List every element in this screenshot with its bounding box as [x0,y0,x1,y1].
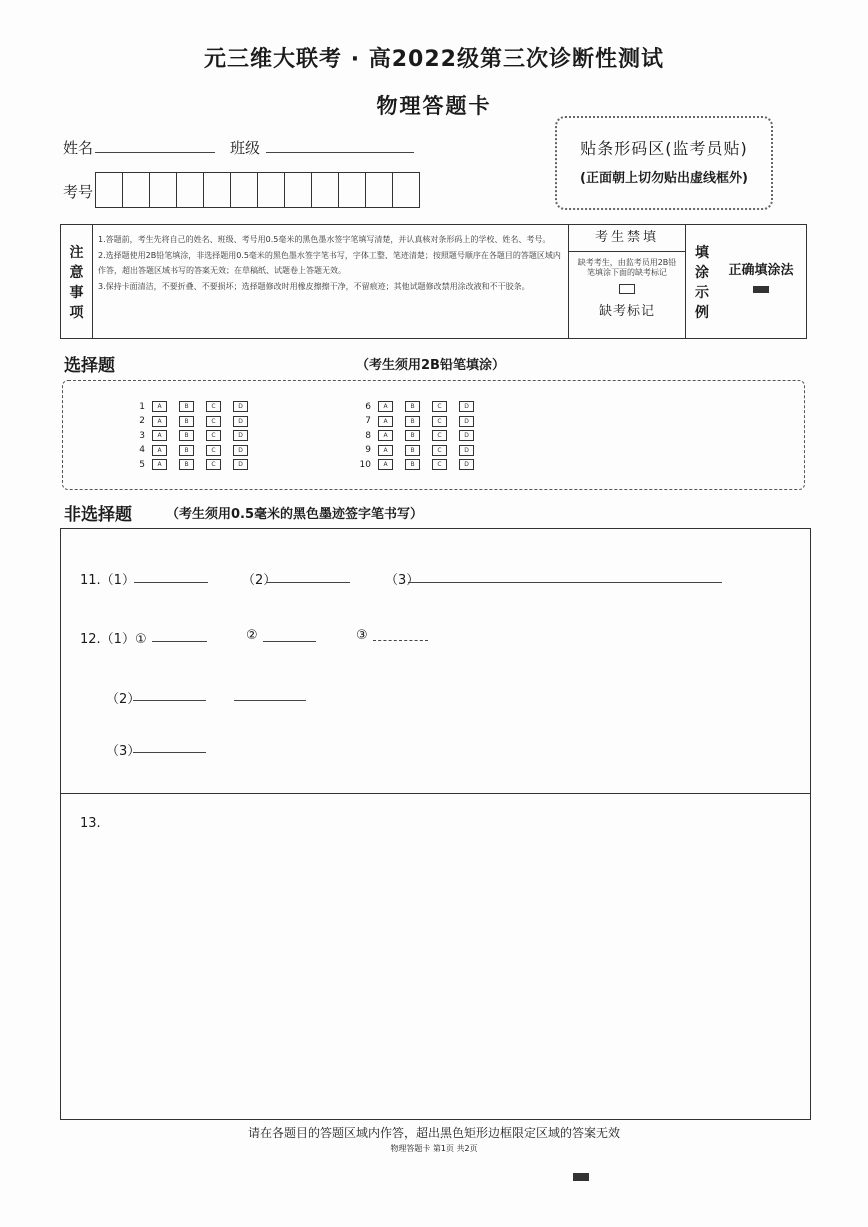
example-section [716,259,806,293]
ban-section [569,225,686,338]
q12-answer-3[interactable] [133,751,206,753]
mc-option-bubble[interactable]: D [233,416,248,427]
mc-option-bubble[interactable]: A [378,416,393,427]
mc-option-bubble[interactable]: D [459,459,474,470]
page-marker [573,1173,589,1181]
mc-option-bubble[interactable]: B [405,445,420,456]
exam-no-box[interactable] [339,173,366,207]
divider [60,793,810,794]
mc-option-bubble[interactable]: C [206,445,221,456]
mc-question-row [353,444,486,457]
ban-desc: 缺考考生，由监考员用2B铅笔填涂下面的缺考标记 [577,258,677,277]
exam-no-box[interactable] [366,173,393,207]
mc-option-bubble[interactable]: C [206,459,221,470]
mc-option-bubble[interactable]: C [432,401,447,412]
mc-option-bubble[interactable]: D [233,459,248,470]
mc-option-bubble[interactable]: A [378,401,393,412]
notice-item: 2.选择题使用2B铅笔填涂，非选择题用0.5毫米的黑色墨水签字笔书写，字体工整、笔迹清楚；按照题号顺序在各题目的答题区域内作答，超出答题区域书写的答案无效；在草稿纸、试题卷上答题无效。 [98,250,561,275]
mc-option-bubble[interactable]: B [179,401,194,412]
mc-option-bubble[interactable]: C [206,430,221,441]
q11-label: 11.（1） [80,573,135,588]
mc-option-bubble[interactable]: D [459,445,474,456]
mc-question-number: 9 [365,445,371,455]
exam-no-box[interactable] [231,173,258,207]
q12-part2: （2） [106,692,141,707]
mc-option-bubble[interactable]: A [378,430,393,441]
mc-option-bubble[interactable]: A [152,459,167,470]
mc-option-bubble[interactable]: C [432,445,447,456]
notice-heading: 注意事项 [61,225,93,338]
mc-question-row [353,429,486,442]
q11-part2: （2） [242,573,277,588]
mc-question-number: 7 [365,416,371,426]
barcode-line1: 贴条形码区(监考员贴) [580,139,748,158]
barcode-area [555,116,773,210]
mc-question-number: 8 [365,430,371,441]
notice-item: 3.保持卡面清洁，不要折叠、不要损坏；选择题修改时用橡皮擦擦干净，不留痕迹；其他试题修改禁用涂改液和不干胶条。 [98,281,530,291]
class-field[interactable] [266,151,414,153]
nc-note: （考生须用0.5毫米的黑色墨迹签字笔书写） [166,507,424,522]
exam-no-box[interactable] [285,173,312,207]
class-label: 班级 [230,139,261,157]
mc-answer-area [62,380,805,490]
footer-page: 物理答题卡 第1页 共2页 [390,1144,478,1153]
q12-label: 12.（1）① [80,632,147,647]
q11-answer-3[interactable] [408,581,722,583]
q11-answer-2[interactable] [266,581,350,583]
mc-option-bubble[interactable]: A [152,416,167,427]
q13-label: 13. [80,816,101,831]
exam-no-box[interactable] [123,173,150,207]
notice-item: 1.答题前，考生先将自己的姓名、班级、考号用0.5毫米的黑色墨水签字笔填写清楚，并认真核对条形码上的学校、姓名、考号。 [98,235,551,244]
mc-option-bubble[interactable]: C [432,459,447,470]
mc-question-row [127,444,260,457]
mc-option-bubble[interactable]: B [405,459,420,470]
notice-items [94,225,569,338]
mc-option-bubble[interactable]: C [206,416,221,427]
exam-no-boxes[interactable] [95,172,420,208]
mc-option-bubble[interactable]: A [378,445,393,456]
mc-question-row [127,415,260,428]
nc-title: 非选择题 [64,505,132,525]
exam-no-box[interactable] [393,173,419,207]
mc-option-bubble[interactable]: C [432,430,447,441]
q12-answer-2b[interactable] [234,699,306,701]
absent-mark-label: 缺考标记 [598,304,655,319]
filled-bubble-icon [753,286,769,293]
mc-option-bubble[interactable]: B [405,401,420,412]
nc-answer-area [60,528,811,1120]
name-field[interactable] [95,151,215,153]
mc-option-bubble[interactable]: A [152,430,167,441]
mc-question-number: 4 [139,445,145,455]
q11-part3: （3） [385,573,420,588]
absent-checkbox[interactable] [619,284,635,294]
mc-question-row [353,400,486,413]
exam-no-box[interactable] [96,173,123,207]
example-label: 正确填涂法 [728,263,794,278]
mc-option-bubble[interactable]: C [206,401,221,412]
mc-option-bubble[interactable]: B [179,445,194,456]
mc-question-row [127,400,260,413]
mc-option-bubble[interactable]: C [432,416,447,427]
mc-question-number: 5 [139,459,145,470]
q11-answer-1[interactable] [134,581,208,583]
mc-option-bubble[interactable]: B [179,416,194,427]
mc-question-number: 1 [139,401,145,412]
mc-note: （考生须用2B铅笔填涂） [356,358,505,373]
ban-heading: 考生禁填 [569,225,685,252]
mc-question-number: 6 [365,401,371,412]
page-subtitle: 物理答题卡 [376,94,492,118]
mc-question-row [127,429,260,442]
mc-question-row [127,458,260,471]
mc-option-bubble[interactable]: A [152,401,167,412]
exam-no-box[interactable] [204,173,231,207]
mc-title: 选择题 [64,356,115,376]
mc-option-bubble[interactable]: D [233,401,248,412]
mc-option-bubble[interactable]: D [459,416,474,427]
q12-circle2: ② [246,628,258,643]
mc-option-bubble[interactable]: A [378,459,393,470]
notice-table [60,224,807,339]
mc-option-bubble[interactable]: D [233,445,248,456]
barcode-line2: (正面朝上切勿贴出虚线框外) [580,171,748,186]
mc-question-number: 10 [359,459,371,470]
exam-no-box[interactable] [150,173,177,207]
mc-option-bubble[interactable]: D [459,430,474,441]
q12-answer-1a[interactable] [152,640,207,642]
q12-part3: （3） [106,744,141,759]
mc-option-bubble[interactable]: A [152,445,167,456]
q12-circle3: ③ [356,628,368,643]
q12-answer-2a[interactable] [133,699,206,701]
mc-question-number: 2 [139,416,145,426]
mc-option-bubble[interactable]: B [179,430,194,441]
mc-option-bubble[interactable]: D [459,401,474,412]
q12-answer-1c[interactable] [373,640,428,641]
mc-question-row [353,415,486,428]
q12-answer-1b[interactable] [263,640,316,642]
mc-option-bubble[interactable]: D [233,430,248,441]
mc-option-bubble[interactable]: B [405,430,420,441]
exam-no-label: 考号 [63,183,94,201]
exam-no-box[interactable] [312,173,339,207]
mc-option-bubble[interactable]: B [405,416,420,427]
footer-warning: 请在各题目的答题区域内作答，超出黑色矩形边框限定区域的答案无效 [247,1126,620,1140]
exam-no-box[interactable] [177,173,204,207]
name-label: 姓名 [63,139,94,157]
mc-option-bubble[interactable]: B [179,459,194,470]
page-title: 元三维大联考 · 高2022级第三次诊断性测试 [204,47,664,72]
exam-no-box[interactable] [258,173,285,207]
example-heading: 填涂示例 [695,245,709,321]
mc-question-number: 3 [139,430,145,441]
mc-question-row [353,458,486,471]
